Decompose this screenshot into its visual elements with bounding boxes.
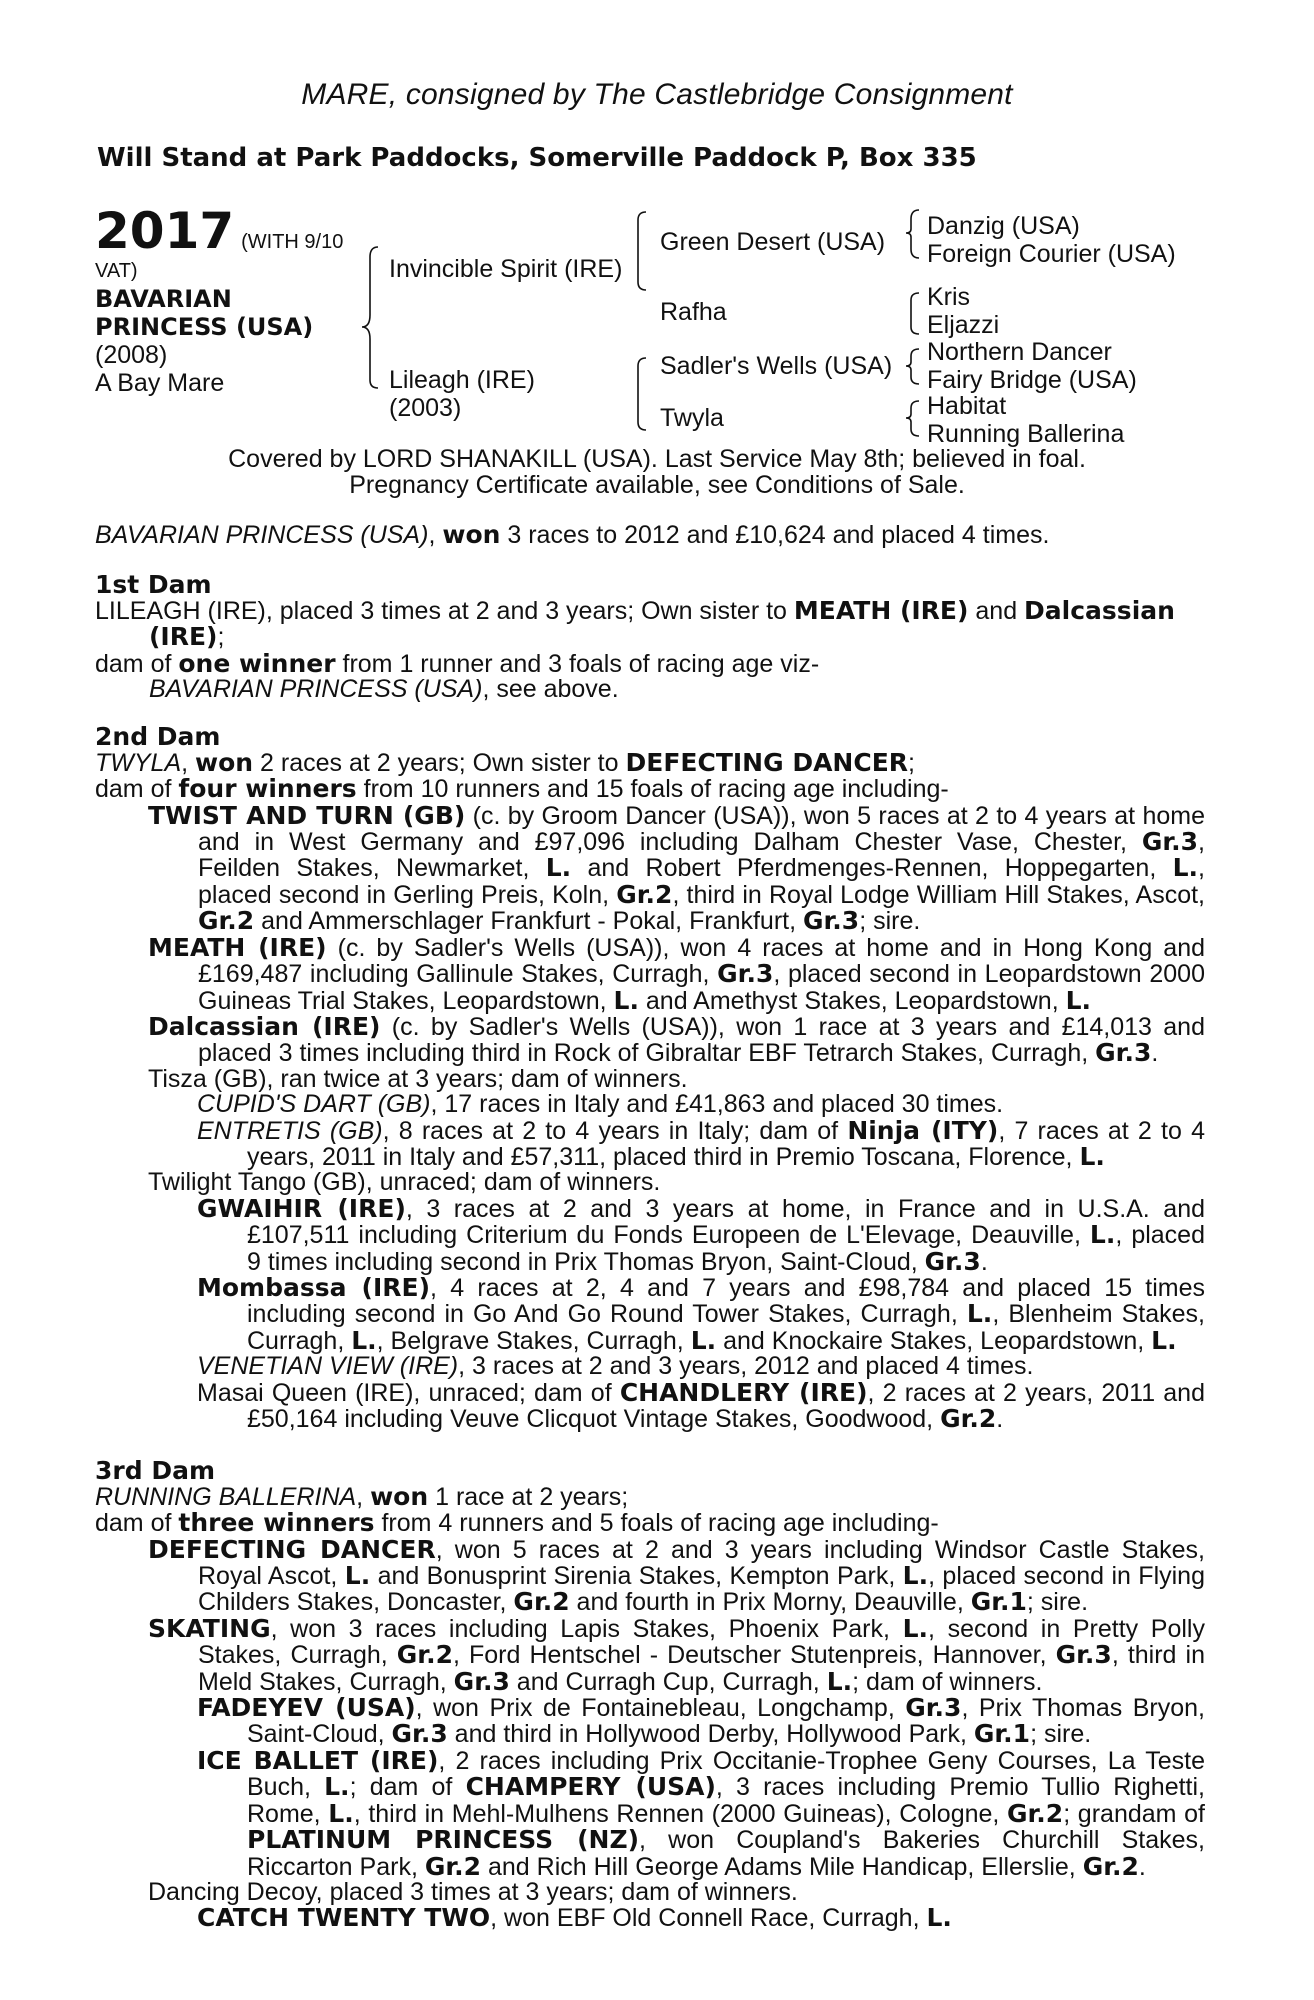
text: LILEAGH (IRE), placed 3 times at 2 and 3 years; Own sister to	[95, 596, 794, 625]
text: , won Coupland's Bakeries Churchill Stakes, Riccarton Park,	[247, 1826, 1205, 1881]
grade: Gr.2	[616, 879, 673, 909]
horse-name: TWYLA	[95, 748, 182, 777]
text: (c. by Groom Dancer (USA)), won 5 races at 2 to 4 years at home and in West Germany and £97,096 including Dalham Chester Vase, Chester,	[198, 801, 1205, 857]
bracket-g2	[911, 293, 919, 334]
text: ;	[908, 748, 915, 777]
grade: Gr.2	[424, 1851, 482, 1881]
horse-name: TWIST AND TURN (GB)	[148, 800, 466, 830]
won-label: won	[370, 1481, 429, 1511]
text: , Prix Thomas Bryon, Saint-Cloud,	[247, 1694, 1205, 1749]
horse-name-line1: BAVARIAN	[95, 285, 232, 313]
horse-name: MEATH (IRE)	[793, 595, 969, 625]
third-dam-produce-summary	[95, 1510, 1205, 1536]
text: ; dam of winners.	[852, 1667, 1043, 1696]
text: and Knockaire Stakes, Leopardstown,	[716, 1326, 1152, 1355]
text: from 4 runners and 5 foals of racing age including-	[374, 1509, 939, 1538]
grade: L.	[902, 1613, 928, 1643]
entry-dalcassian	[95, 1011, 1205, 1068]
text: 2 races at 2 years; Own sister to	[253, 748, 626, 777]
grandsire-7: Habitat	[927, 392, 1007, 420]
entry-twist-and-turn	[95, 800, 1205, 936]
horse-name: ICE BALLET (IRE)	[197, 1745, 439, 1775]
entry-cupids-dart	[95, 1092, 1205, 1117]
bracket-dam	[638, 358, 646, 430]
first-dam-line	[95, 595, 1205, 652]
grade: L.	[690, 1325, 717, 1355]
text: dam of	[95, 1509, 179, 1538]
grade: L.	[902, 1561, 929, 1591]
grade: Gr.2	[396, 1640, 453, 1670]
text: , placed second in Gerling Preis, Koln,	[198, 854, 1205, 909]
text: , third in Royal Lodge William Hill Stakes, Ascot,	[672, 880, 1205, 909]
entry-ice-ballet	[95, 1745, 1206, 1881]
text: , see above.	[482, 675, 619, 704]
summary-rest: 3 races to 2012 and £10,624 and placed 4 times.	[500, 521, 1050, 549]
text: ,	[356, 1482, 371, 1511]
grade: Gr.2	[1082, 1851, 1139, 1881]
grade: Gr.3	[453, 1666, 510, 1696]
winners-count: one winner	[178, 648, 336, 678]
text: (c. by Sadler's Wells (USA)), won 4 races at home and in Hong Kong and £169,487 including Gallinule Stakes, Curragh,	[198, 933, 1205, 989]
horse-name: CUPID'S DART (GB)	[197, 1090, 431, 1119]
grade: L.	[1151, 1325, 1177, 1355]
grade: L.	[826, 1666, 853, 1696]
bracket-main	[362, 247, 378, 388]
horse-description: A Bay Mare	[95, 369, 225, 397]
covered-line: Covered by LORD SHANAKILL (USA). Last Service May 8th; believed in foal.	[228, 445, 1086, 473]
text: , won 5 races at 2 and 3 years including Windsor Castle Stakes, Royal Ascot,	[198, 1535, 1205, 1591]
winners-count: four winners	[178, 774, 357, 804]
grade: Gr.1	[970, 1587, 1027, 1617]
text: , placed second in Flying Childers Stakes, Doncaster,	[198, 1562, 1205, 1617]
text: , Ford Hentschel - Deutscher Stutenpreis, Hannover,	[452, 1641, 1056, 1670]
text: , 7 races at 2 to 4 years, 2011 in Italy and £57,311, placed third in Premio Toscana, Florence,	[247, 1116, 1205, 1171]
grandsire-8: Running Ballerina	[927, 420, 1125, 448]
text: , placed 9 times including second in Prix Thomas Bryon, Saint-Cloud,	[247, 1221, 1205, 1276]
text: , won 3 races including Lapis Stakes, Phoenix Park,	[270, 1614, 903, 1643]
grade: L.	[613, 985, 639, 1015]
text: and Curragh Cup, Curragh,	[509, 1667, 827, 1696]
text: , Blenheim Stakes, Curragh,	[247, 1300, 1206, 1355]
grade: L.	[324, 1772, 350, 1802]
grade: Gr.3	[1141, 827, 1199, 857]
text: Masai Queen (IRE), unraced; dam of	[197, 1378, 620, 1407]
text: and Bonusprint Sirenia Stakes, Kempton Park,	[370, 1562, 903, 1591]
text: , won EBF Old Connell Race, Curragh,	[490, 1904, 927, 1933]
horse-name: Dalcassian (IRE)	[149, 595, 1175, 652]
dam-dam: Twyla	[660, 404, 724, 432]
horse-name: DEFECTING DANCER	[625, 747, 909, 777]
entry-defecting-dancer	[95, 1534, 1205, 1617]
winners-count: three winners	[178, 1508, 375, 1538]
grade: Gr.2	[198, 906, 255, 936]
sire-sire: Green Desert (USA)	[660, 228, 886, 256]
text: , Belgrave Stakes, Curragh,	[376, 1326, 691, 1355]
grandsire-2: Foreign Courier (USA)	[927, 240, 1176, 268]
first-dam-heading: 1st Dam	[95, 570, 212, 600]
horse-name: CATCH TWENTY TWO	[197, 1903, 491, 1933]
dam: Lileagh (IRE)	[389, 366, 535, 394]
text: ; sire.	[859, 907, 921, 936]
text: ; grandam of	[1063, 1799, 1205, 1828]
horse-name: SKATING	[148, 1613, 271, 1643]
text: , 3 races including Premio Tullio Righetti, Rome,	[247, 1773, 1206, 1828]
catalogue-body	[95, 522, 1205, 1932]
entry-dancing-decoy: Dancing Decoy, placed 3 times at 3 years; dam of winners.	[148, 1877, 798, 1906]
text: ,	[181, 748, 196, 777]
text: .	[996, 1405, 1004, 1433]
grade: Gr.3	[803, 906, 860, 936]
bracket-g3	[906, 349, 919, 384]
text: , 8 races at 2 to 4 years in Italy; dam of	[382, 1116, 848, 1145]
grade: L.	[1065, 985, 1092, 1015]
text: , third in Meld Stakes, Curragh,	[198, 1641, 1205, 1696]
text: , placed second in Leopardstown 2000 Guineas Trial Stakes, Leopardstown,	[198, 960, 1205, 1015]
horse-name: VENETIAN VIEW (IRE)	[197, 1352, 459, 1381]
grade: Gr.3	[1055, 1640, 1112, 1670]
text: ; dam of	[349, 1773, 466, 1802]
grade: Gr.3	[391, 1719, 448, 1749]
text: , 3 races at 2 and 3 years, 2012 and placed 4 times.	[458, 1352, 1034, 1381]
text: ; sire.	[1026, 1588, 1089, 1617]
text: dam of	[95, 775, 179, 804]
dam-year: (2003)	[389, 394, 462, 422]
grandsire-5: Northern Dancer	[927, 338, 1112, 366]
horse-name: Mombassa (IRE)	[197, 1272, 431, 1302]
second-dam-line	[95, 747, 1205, 777]
horse-name: FADEYEV (USA)	[197, 1693, 416, 1723]
grade: Gr.2	[1007, 1798, 1064, 1828]
grade: L.	[328, 1798, 354, 1828]
text: .	[980, 1247, 988, 1276]
text: , won Prix de Fontainebleau, Longchamp,	[415, 1694, 906, 1723]
horse-name: ENTRETIS (GB)	[197, 1116, 383, 1145]
grade: L.	[351, 1325, 377, 1355]
text: and Ammerschlager Frankfurt - Pokal, Frankfurt,	[254, 907, 803, 936]
grade: L.	[344, 1561, 371, 1591]
grade: L.	[966, 1299, 993, 1329]
entry-catch-twenty-two	[95, 1905, 1205, 1931]
entry-meath	[95, 932, 1205, 1015]
text: (c. by Sadler's Wells (USA)), won 1 race at 3 years and £14,013 and placed 3 times including third in Rock of Gibraltar EBF Tetrarch Stakes, Curragh,	[198, 1012, 1205, 1068]
third-dam-heading: 3rd Dam	[95, 1456, 215, 1486]
bracket-g1	[906, 210, 919, 258]
text: , 2 races at 2 years, 2011 and £50,164 including Veuve Clicquot Vintage Stakes, Goodwood,	[247, 1378, 1205, 1433]
horse-name: BAVARIAN PRINCESS (USA)	[149, 675, 483, 704]
vat-note: (WITH 9/10	[241, 231, 344, 253]
lot-year: 2017	[95, 202, 235, 260]
grade: L.	[545, 853, 572, 883]
text: and Amethyst Stakes, Leopardstown,	[638, 986, 1066, 1015]
won-label: won	[442, 520, 501, 549]
sep: ,	[428, 521, 443, 549]
text: and fourth in Prix Morny, Deauville,	[569, 1588, 971, 1617]
second-dam-heading: 2nd Dam	[95, 722, 221, 752]
stand-location: Will Stand at Park Paddocks, Somerville Paddock P, Box 335	[97, 143, 977, 173]
text: from 10 runners and 15 foals of racing age including-	[356, 775, 949, 804]
text: from 1 runner and 3 foals of racing age viz-	[335, 649, 820, 678]
text: , 17 races in Italy and £41,863 and placed 30 times.	[430, 1090, 1004, 1119]
horse-name: GWAIHIR (IRE)	[197, 1193, 406, 1223]
grade: L.	[926, 1903, 952, 1933]
text: , second in Pretty Polly Stakes, Curragh,	[198, 1614, 1205, 1670]
grade: Gr.3	[1095, 1038, 1152, 1068]
horse-name: MEATH (IRE)	[148, 932, 327, 962]
text: .	[1151, 1039, 1159, 1068]
text: , 2 races including Prix Occitanie-Trophee Geny Courses, La Teste Buch,	[247, 1746, 1205, 1802]
text: ; sire.	[1030, 1720, 1092, 1749]
grade: Gr.3	[717, 959, 774, 989]
text: .	[1138, 1852, 1146, 1881]
grandsire-4: Eljazzi	[927, 311, 1000, 339]
text: ;	[217, 623, 225, 652]
entry-tisza: Tisza (GB), ran twice at 3 years; dam of winners.	[148, 1064, 688, 1093]
foaled-year: (2008)	[95, 341, 168, 369]
entry-entretis	[95, 1115, 1205, 1171]
entry-skating	[95, 1613, 1205, 1696]
grandsire-3: Kris	[927, 283, 971, 311]
entry-masai-queen	[95, 1377, 1205, 1433]
grandsire-6: Fairy Bridge (USA)	[927, 366, 1137, 394]
third-dam-line	[95, 1481, 1205, 1511]
horse-name: Ninja (ITY)	[847, 1115, 999, 1145]
grade: Gr.2	[940, 1404, 997, 1433]
entry-gwaihir	[95, 1193, 1205, 1276]
grade: Gr.3	[924, 1246, 981, 1276]
won-label: won	[195, 747, 254, 777]
second-dam-produce-summary	[95, 776, 1205, 802]
grandsire-1: Danzig (USA)	[927, 212, 1080, 240]
horse-name: RUNNING BALLERINA	[95, 1482, 357, 1511]
text: and	[968, 596, 1025, 625]
horse-name: DEFECTING DANCER	[148, 1534, 436, 1564]
text: , 4 races at 2, 4 and 7 years and £98,784 and placed 15 times including second in Go And Go Round Tower Stakes, Curragh,	[247, 1273, 1206, 1329]
horse-name: Dalcassian (IRE)	[148, 1011, 381, 1041]
entry-mombassa	[95, 1272, 1206, 1355]
text: and Rich Hill George Adams Mile Handicap, Ellerslie,	[481, 1852, 1083, 1881]
horse-name: PLATINUM PRINCESS (NZ)	[247, 1825, 640, 1855]
text: , third in Mehl-Mulhens Rennen (2000 Guineas), Cologne,	[353, 1799, 1008, 1828]
grade: Gr.1	[973, 1719, 1031, 1749]
first-dam-produce-summary	[95, 648, 1205, 678]
dam-sire: Sadler's Wells (USA)	[660, 352, 893, 380]
text: dam of	[95, 649, 179, 678]
entry-twilight-tango: Twilight Tango (GB), unraced; dam of winners.	[148, 1168, 661, 1197]
grade: Gr.2	[513, 1587, 570, 1617]
first-dam-produce	[95, 677, 1205, 702]
grade: Gr.3	[905, 1693, 962, 1723]
bracket-g4	[906, 401, 919, 436]
text: and Robert Pferdmenges-Rennen, Hoppegarten,	[571, 854, 1173, 883]
grade: L.	[1172, 853, 1199, 883]
entry-venetian-view	[95, 1354, 1205, 1379]
consignment-header: MARE, consigned by The Castlebridge Consignment	[301, 78, 1013, 111]
summary-line	[95, 522, 1205, 548]
covering-note	[0, 446, 1314, 498]
grade: L.	[1089, 1220, 1116, 1250]
pregnancy-line: Pregnancy Certificate available, see Conditions of Sale.	[349, 471, 965, 499]
text: , Feilden Stakes, Newmarket,	[198, 828, 1205, 883]
text: , 3 races at 2 and 3 years at home, in France and in U.S.A. and £107,511 including Criterium du Fonds Europeen de L'Elevage, Deauville,	[247, 1194, 1205, 1250]
horse-name-line2: PRINCESS (USA)	[95, 313, 314, 341]
vat-note-end: VAT)	[95, 260, 138, 282]
grade: L.	[1079, 1141, 1105, 1171]
horse-name: CHAMPERY (USA)	[465, 1772, 716, 1802]
sire-dam: Rafha	[660, 298, 727, 326]
text: 1 race at 2 years;	[428, 1482, 629, 1511]
entry-fadeyev	[95, 1695, 1205, 1748]
text: and third in Hollywood Derby, Hollywood Park,	[447, 1720, 974, 1749]
bracket-sire	[638, 212, 646, 290]
summary-horse-name: BAVARIAN PRINCESS (USA)	[95, 521, 429, 549]
horse-name: CHANDLERY (IRE)	[619, 1377, 868, 1407]
sire: Invincible Spirit (IRE)	[389, 255, 623, 283]
